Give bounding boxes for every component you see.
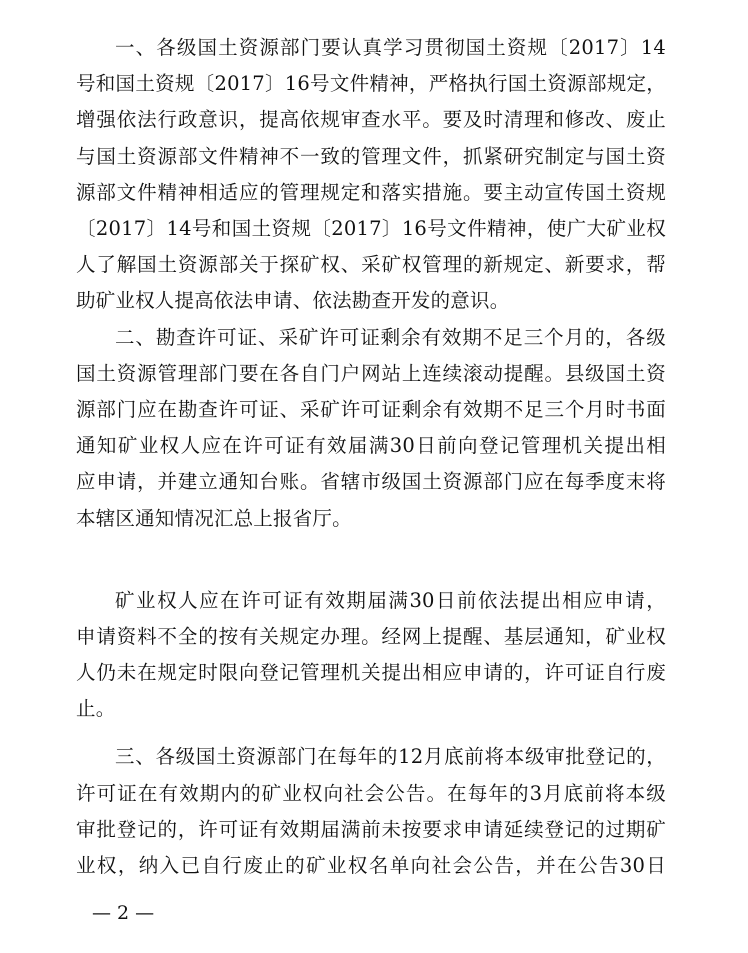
section-3-line: 许可证在有效期内的矿业权向社会公告。在每年的3月底前将本级 bbox=[76, 782, 666, 805]
section-1-line: 源部文件精神相适应的管理规定和落实措施。要主动宣传国土资规 bbox=[76, 181, 666, 204]
section-1-line: 一、各级国土资源部门要认真学习贯彻国土资规〔2017〕14 bbox=[115, 36, 666, 59]
page-number: — 2 — bbox=[92, 902, 155, 924]
section-2-line: 通知矿业权人应在许可证有效届满30日前向登记管理机关提出相 bbox=[76, 434, 666, 457]
section-1-line: 增强依法行政意识，提高依规审查水平。要及时清理和修改、废止 bbox=[76, 108, 666, 131]
section-2-line: 本辖区通知情况汇总上报省厅。 bbox=[76, 507, 352, 530]
section-3-line: 审批登记的，许可证有效期届满前未按要求申请延续登记的过期矿 bbox=[76, 818, 666, 841]
section-1-line: 助矿业权人提高依法申请、依法勘查开发的意识。 bbox=[76, 289, 510, 312]
section-2-line: 国土资源管理部门要在各自门户网站上连续滚动提醒。县级国土资 bbox=[76, 362, 666, 385]
section-2-continued-line: 止。 bbox=[76, 697, 116, 720]
section-3-line: 业权，纳入已自行废止的矿业权名单向社会公告，并在公告30日 bbox=[76, 854, 666, 877]
section-1-line: 号和国土资规〔2017〕16号文件精神，严格执行国土资源部规定， bbox=[76, 72, 666, 95]
section-2-line: 源部门应在勘查许可证、采矿许可证剩余有效期不足三个月时书面 bbox=[76, 398, 666, 421]
section-1-line: 〔2017〕14号和国土资规〔2017〕16号文件精神，使广大矿业权 bbox=[76, 217, 666, 240]
section-1-line: 人了解国土资源部关于探矿权、采矿权管理的新规定、新要求，帮 bbox=[76, 253, 666, 276]
section-2-continued-line: 矿业权人应在许可证有效期届满30日前依法提出相应申请， bbox=[115, 589, 666, 612]
section-2-continued-line: 人仍未在规定时限向登记管理机关提出相应申请的，许可证自行废 bbox=[76, 661, 666, 684]
section-2-line: 应申请，并建立通知台账。省辖市级国土资源部门应在每季度末将 bbox=[76, 470, 666, 493]
section-3-line: 三、各级国土资源部门在每年的12月底前将本级审批登记的， bbox=[115, 745, 666, 768]
section-2-continued-line: 申请资料不全的按有关规定办理。经网上提醒、基层通知，矿业权 bbox=[76, 625, 666, 648]
section-2-line: 二、勘查许可证、采矿许可证剩余有效期不足三个月的，各级 bbox=[115, 326, 666, 349]
section-1-line: 与国土资源部文件精神不一致的管理文件，抓紧研究制定与国土资 bbox=[76, 145, 666, 168]
